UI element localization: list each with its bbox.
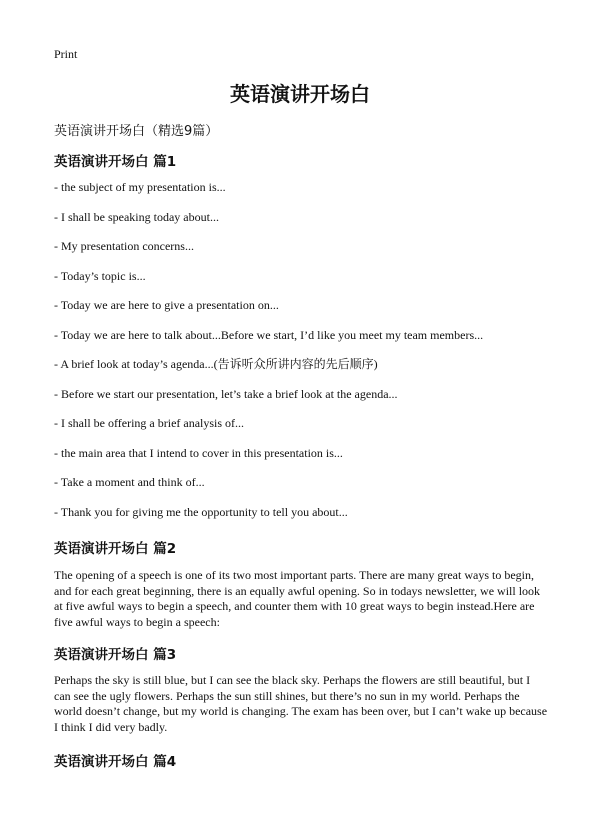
section-paragraph-2: The opening of a speech is one of its two most important parts. There are many great ways to begin, and for each great beginning, there is an equally awful opening. So in todays newsletter, we will look at five awful ways to begin a speech, and counter them with 10 great ways to begin instead.Here are five awful ways to begin a speech:	[54, 568, 541, 629]
section-heading-1: 英语演讲开场白 篇1	[54, 154, 177, 170]
list-item: - Thank you for giving me the opportunity to tell you about...	[54, 504, 348, 519]
list-item: - A brief look at today’s agenda...(告诉听众所讲内容的先后顺序)	[54, 357, 378, 371]
page-title: 英语演讲开场白	[230, 82, 370, 106]
print-link[interactable]: Print	[54, 47, 78, 61]
section-heading-3: 英语演讲开场白 篇3	[54, 647, 177, 663]
section-paragraph-3: Perhaps the sky is still blue, but I can see the black sky. Perhaps the flowers are still beautiful, but I can see the ugly flowers. Perhaps the sun still shines, but there’s no sun in my world. Perhaps the world doesn’t change, but my world is changing. The exam has been over, but I can’t wake up because I think I did very badly.	[54, 673, 548, 734]
list-item: - Today we are here to talk about...Before we start, I’d like you meet my team members...	[54, 327, 484, 342]
list-item: - I shall be offering a brief analysis of...	[54, 416, 245, 430]
list-item: - Today’s topic is...	[54, 268, 146, 283]
list-item: - My presentation concerns...	[54, 239, 194, 253]
section-heading-4: 英语演讲开场白 篇4	[54, 754, 177, 770]
list-item: - Take a moment and think of...	[54, 475, 205, 489]
page-subtitle: 英语演讲开场白（精选9篇）	[54, 124, 219, 139]
list-item: - I shall be speaking today about...	[54, 209, 219, 224]
section-heading-2: 英语演讲开场白 篇2	[54, 541, 177, 557]
list-item: - Before we start our presentation, let’s take a brief look at the agenda...	[54, 386, 398, 401]
list-item: - the main area that I intend to cover in this presentation is...	[54, 445, 343, 460]
phrase-list	[54, 180, 554, 534]
list-item: - the subject of my presentation is...	[54, 180, 226, 194]
list-item: - Today we are here to give a presentation on...	[54, 298, 279, 312]
